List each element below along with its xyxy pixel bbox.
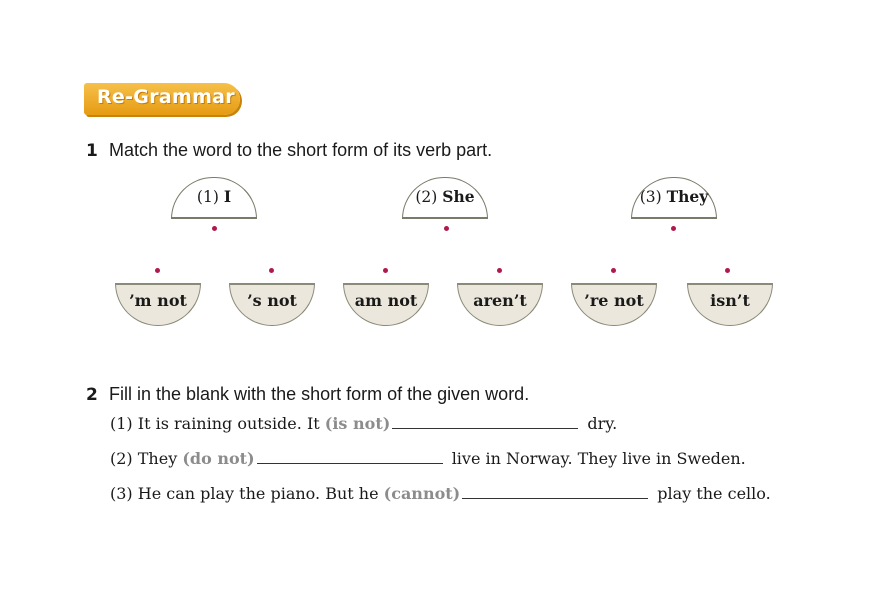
sentence-start: (3) He can play the piano. But he [110, 484, 384, 503]
match-dot[interactable] [383, 268, 388, 273]
word-dome-2 [402, 177, 488, 219]
option-bowl-6 [687, 283, 773, 326]
match-dot[interactable] [725, 268, 730, 273]
sentence-start: (1) It is raining outside. It [110, 414, 325, 433]
option-text: ’s not [247, 291, 297, 310]
option-bowl-4 [457, 283, 543, 326]
match-dot[interactable] [444, 226, 449, 231]
match-dot[interactable] [611, 268, 616, 273]
hint-word: (do not) [182, 449, 255, 468]
hint-word: (cannot) [383, 484, 461, 503]
answer-blank[interactable] [392, 414, 578, 429]
sentence-end: dry. [587, 414, 618, 433]
fill-item-3 [110, 484, 771, 503]
word-text: She [442, 187, 475, 206]
word-number: (2) [415, 188, 438, 206]
option-text: am not [354, 291, 418, 310]
word-text: I [223, 187, 232, 206]
sentence-end: live in Norway. They live in Sweden. [451, 449, 746, 468]
question-2-number: 2 [86, 385, 98, 405]
option-bowl-5 [571, 283, 657, 326]
option-bowl-2 [229, 283, 315, 326]
answer-blank[interactable] [462, 484, 648, 499]
section-badge [84, 83, 240, 115]
sentence-end: play the cello. [657, 484, 771, 503]
word-dome-1 [171, 177, 257, 219]
match-dot[interactable] [269, 268, 274, 273]
match-dot[interactable] [671, 226, 676, 231]
match-dot[interactable] [155, 268, 160, 273]
fill-item-1 [110, 414, 617, 433]
option-text: ’m not [129, 291, 187, 310]
match-dot[interactable] [497, 268, 502, 273]
word-text: They [666, 187, 709, 206]
option-text: aren’t [473, 291, 527, 310]
sentence-start: (2) They [110, 449, 183, 468]
option-bowl-1 [115, 283, 201, 326]
section-badge-label: Re-Grammar [97, 86, 235, 108]
question-1-number: 1 [86, 141, 98, 161]
word-dome-3 [631, 177, 717, 219]
word-number: (1) [196, 188, 219, 206]
option-text: ’re not [584, 291, 644, 310]
match-dot[interactable] [212, 226, 217, 231]
question-2-instruction: Fill in the blank with the short form of the given word. [109, 384, 530, 404]
hint-word: (is not) [324, 414, 391, 433]
option-text: isn’t [710, 291, 750, 310]
word-number: (3) [639, 188, 662, 206]
answer-blank[interactable] [257, 449, 443, 464]
option-bowl-3 [343, 283, 429, 326]
question-1-instruction: Match the word to the short form of its verb part. [109, 140, 493, 160]
fill-item-2 [110, 449, 746, 468]
